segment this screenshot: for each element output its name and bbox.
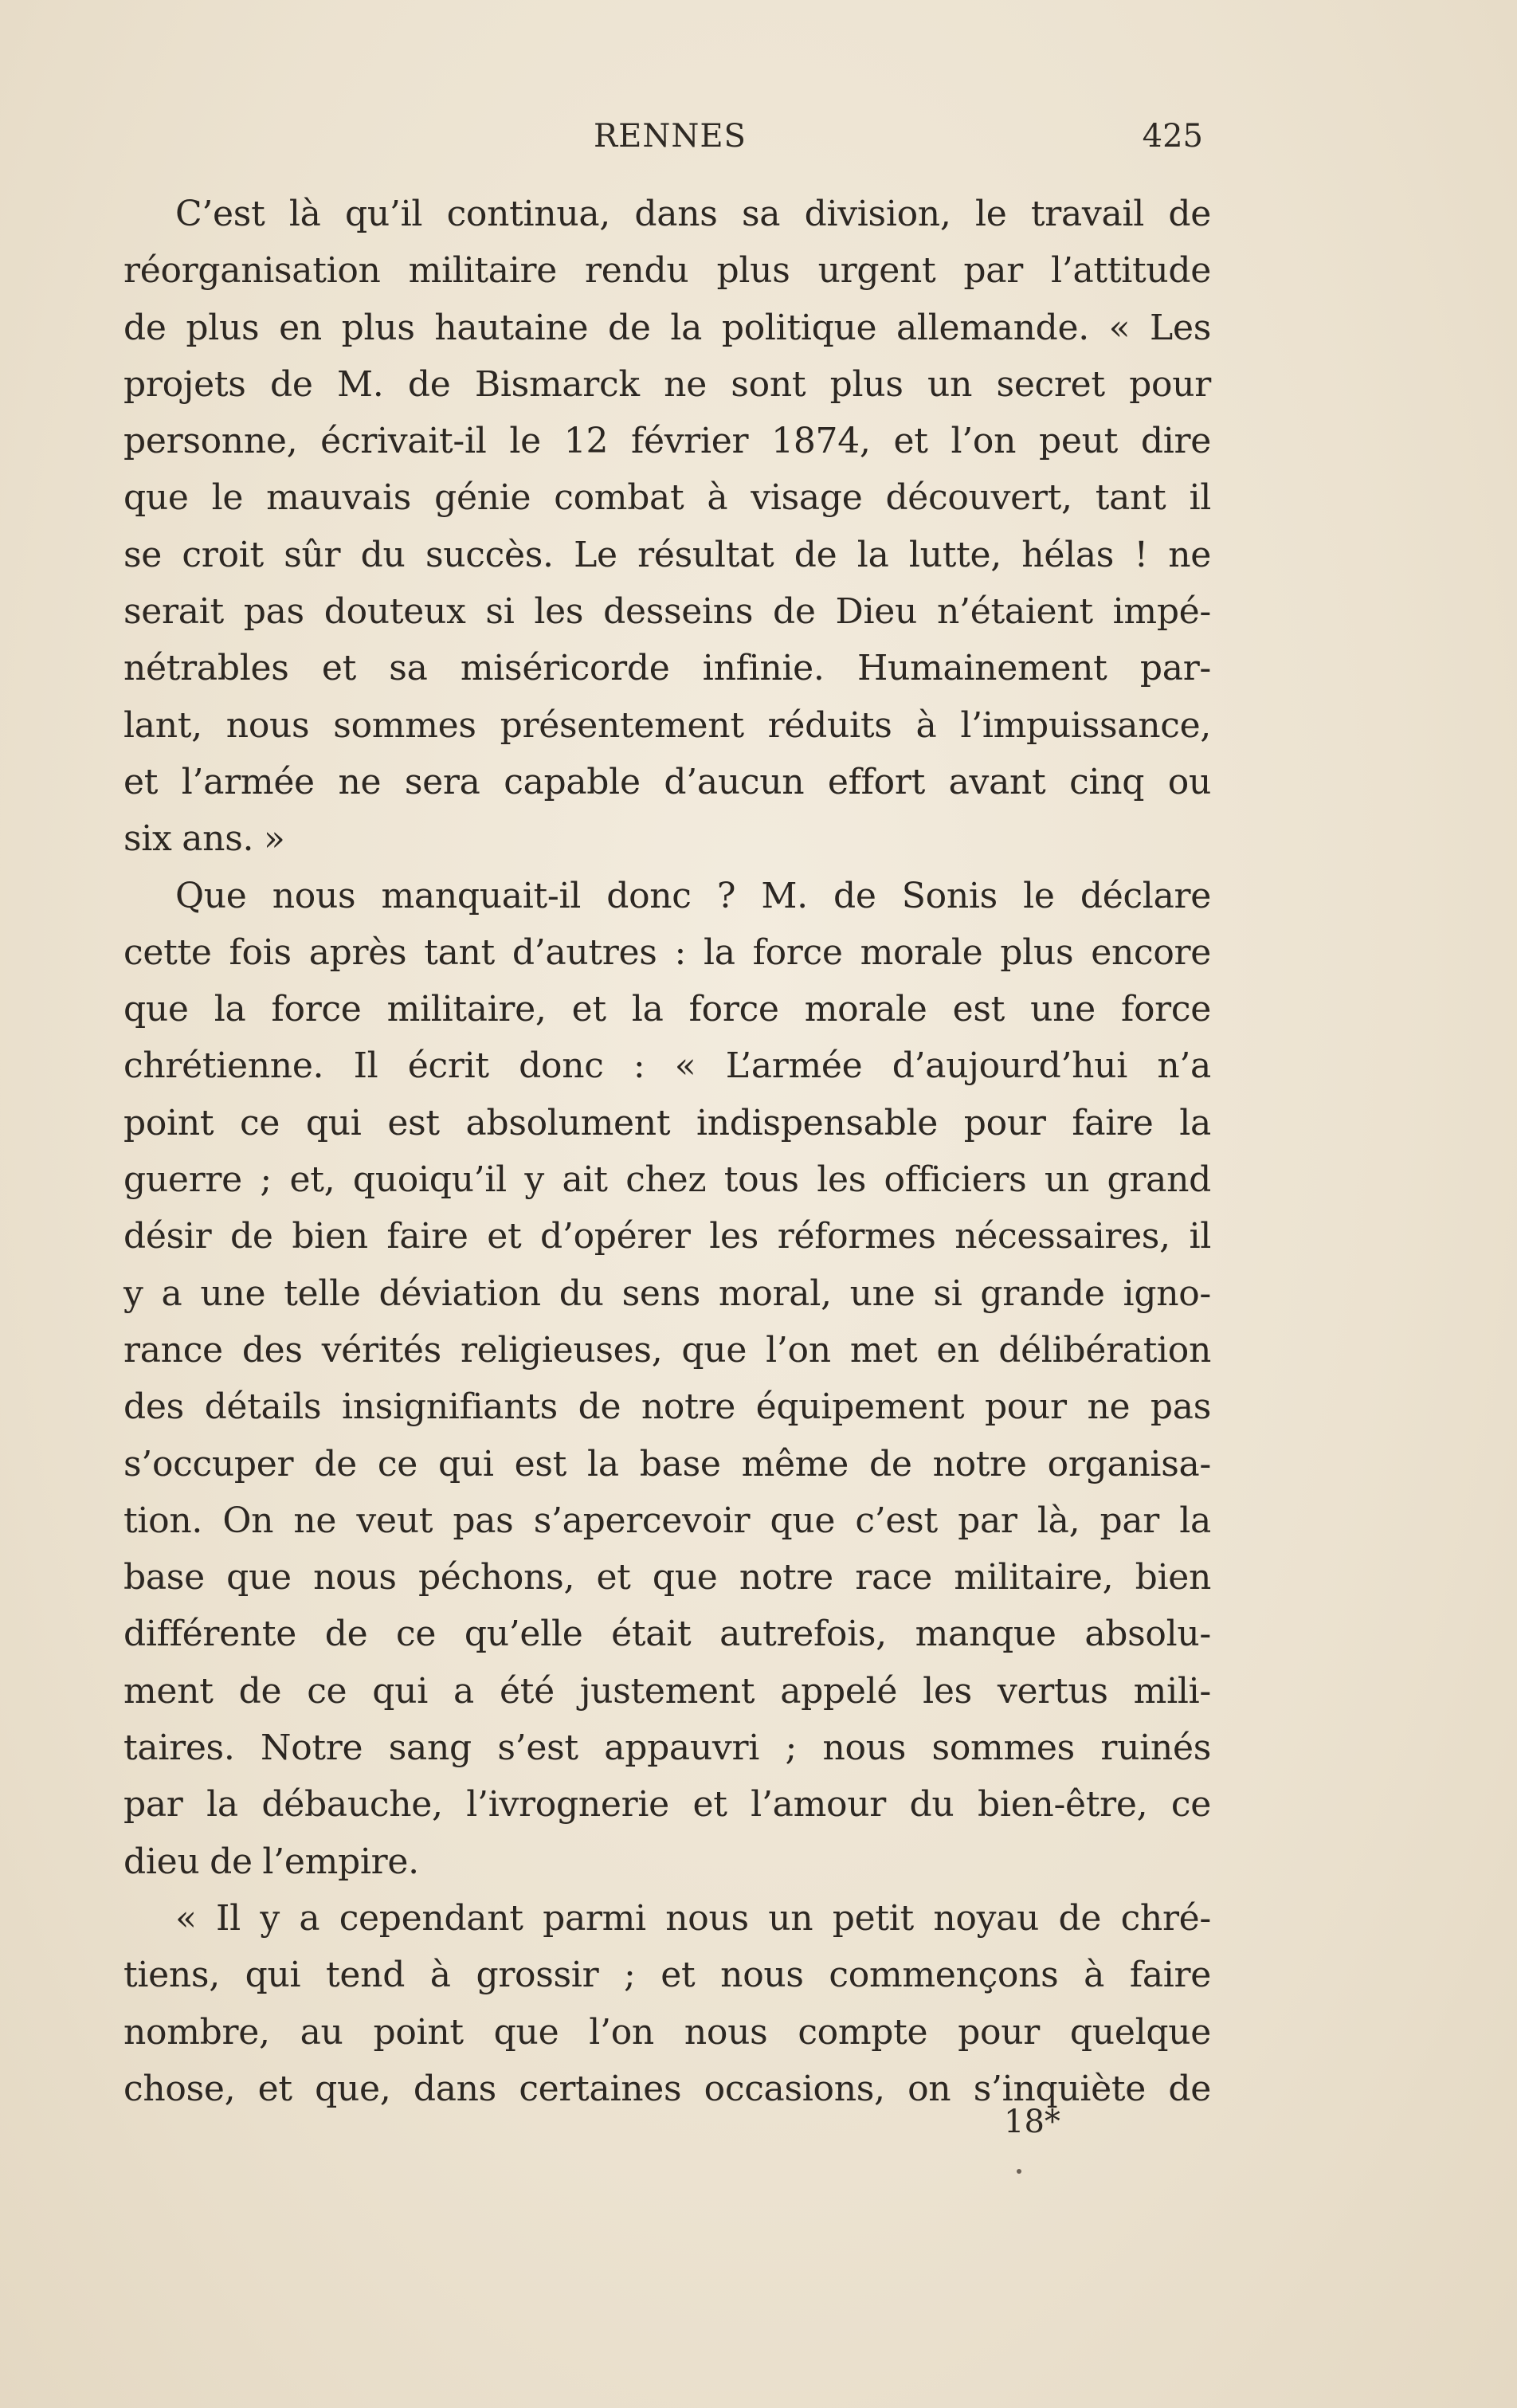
text-line: nombre, au point que l’on nous compte pour quelque bbox=[123, 2011, 1211, 2053]
text-line: que le mauvais génie combat à visage découvert, tant il bbox=[123, 477, 1211, 519]
text-line: s’occuper de ce qui est la base même de notre organisa- bbox=[123, 1443, 1211, 1484]
text-line: différente de ce qu’elle était autrefois, manque absolu- bbox=[123, 1614, 1211, 1655]
page-number: 425 bbox=[1142, 118, 1203, 155]
text-line: chose, et que, dans certaines occasions, on s’inquiète de bbox=[123, 2068, 1211, 2109]
text-line: Que nous manquait-il donc ? M. de Sonis le déclare bbox=[175, 875, 1211, 916]
text-line: de plus en plus hautaine de la politique allemande. « Les bbox=[123, 307, 1211, 348]
text-line: que la force militaire, et la force morale est une force bbox=[123, 989, 1211, 1030]
text-line: des détails insignifiants de notre équipement pour ne pas bbox=[123, 1386, 1211, 1428]
signature-mark: 18* bbox=[1004, 2104, 1060, 2140]
running-head: RENNES bbox=[594, 118, 747, 155]
text-line: par la débauche, l’ivrognerie et l’amour du bien-être, ce bbox=[123, 1784, 1211, 1826]
text-line: guerre ; et, quoiqu’il y ait chez tous les officiers un grand bbox=[123, 1159, 1211, 1201]
text-line: lant, nous sommes présentement réduits à l’impuissance, bbox=[123, 704, 1211, 746]
text-line: « Il y a cependant parmi nous un petit noyau de chré- bbox=[175, 1897, 1211, 1939]
text-line: tion. On ne veut pas s’apercevoir que c’est par là, par la bbox=[123, 1500, 1211, 1541]
text-line: tiens, qui tend à grossir ; et nous commençons à faire bbox=[123, 1955, 1211, 1996]
text-line: chrétienne. Il écrit donc : « L’armée d’aujourd’hui n’a bbox=[123, 1045, 1211, 1087]
text-line: y a une telle déviation du sens moral, une si grande igno- bbox=[123, 1273, 1211, 1314]
text-line: ment de ce qui a été justement appelé les vertus mili- bbox=[123, 1670, 1211, 1712]
text-line: réorganisation militaire rendu plus urgent par l’attitude bbox=[123, 250, 1211, 292]
text-line: cette fois après tant d’autres : la force morale plus encore bbox=[123, 931, 1211, 973]
text-line: point ce qui est absolument indispensable pour faire la bbox=[123, 1102, 1211, 1143]
text-line: taires. Notre sang s’est appauvri ; nous sommes ruinés bbox=[123, 1728, 1211, 1769]
body-text bbox=[123, 186, 1211, 2117]
ink-speck bbox=[1017, 2169, 1021, 2174]
text-line: projets de M. de Bismarck ne sont plus un secret pour bbox=[123, 363, 1211, 405]
text-line: désir de bien faire et d’opérer les réformes nécessaires, il bbox=[123, 1216, 1211, 1257]
text-line: personne, écrivait-il le 12 février 1874, et l’on peut dire bbox=[123, 421, 1211, 462]
page-header bbox=[123, 118, 1203, 166]
text-line: base que nous péchons, et que notre race militaire, bien bbox=[123, 1557, 1211, 1598]
text-line: dieu de l’empire. bbox=[123, 1841, 419, 1882]
text-line: C’est là qu’il continua, dans sa division, le travail de bbox=[175, 194, 1211, 234]
text-line: se croit sûr du succès. Le résultat de la lutte, hélas ! ne bbox=[123, 534, 1211, 575]
text-line: six ans. » bbox=[123, 818, 285, 860]
text-line: rance des vérités religieuses, que l’on met en délibération bbox=[123, 1329, 1211, 1371]
text-line: nétrables et sa miséricorde infinie. Humainement par- bbox=[123, 648, 1211, 689]
text-line: et l’armée ne sera capable d’aucun effort avant cinq ou bbox=[123, 761, 1211, 802]
text-line: serait pas douteux si les desseins de Dieu n’étaient impé- bbox=[123, 591, 1211, 633]
